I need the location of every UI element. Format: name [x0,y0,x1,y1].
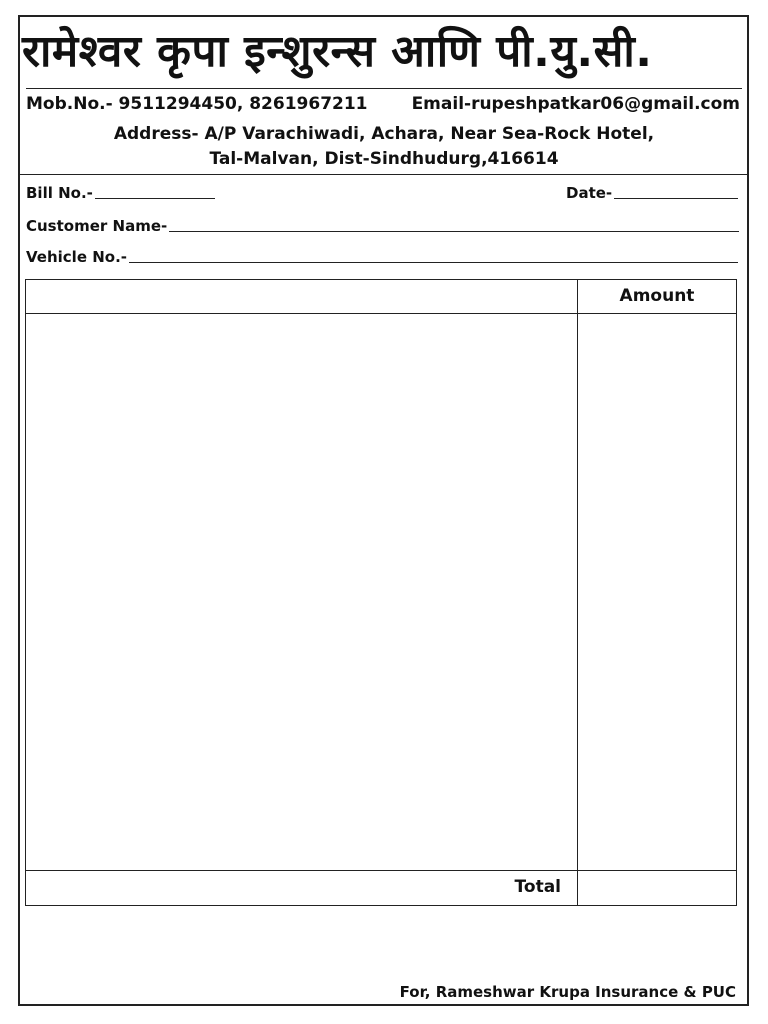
email-address: Email-rupeshpatkar06@gmail.com [411,94,740,114]
bill-no-input-line[interactable] [95,198,215,199]
bill-no-label: Bill No.- [26,184,93,202]
signature-line: For, Rameshwar Krupa Insurance & PUC [399,983,736,1001]
vehicle-no-label: Vehicle No.- [26,248,127,266]
bill-no-field [26,184,215,202]
customer-name-label: Customer Name- [26,217,168,235]
bill-table [25,279,737,906]
address-line-1: Address- A/P Varachiwadi, Achara, Near Sea-Rock Hotel, [113,124,655,144]
amount-column-header: Amount [619,286,695,306]
business-title: रामेश्वर कृपा इन्शुरन्स आणि पी.यु.सी. [22,26,653,77]
column-divider [577,280,578,905]
mobile-numbers: Mob.No.- 9511294450, 8261967211 [26,94,368,114]
header-row-divider [26,313,736,314]
customer-name-input-line[interactable] [169,231,739,232]
date-field [566,184,738,202]
amount-cell[interactable] [579,315,736,869]
address-block [20,122,748,172]
vehicle-no-field [26,248,738,266]
customer-name-field [26,217,739,235]
particulars-cell[interactable] [26,315,576,869]
address-line-2: Tal-Malvan, Dist-Sindhudurg,416614 [209,149,559,169]
contact-line [26,94,740,114]
total-amount-cell[interactable] [579,871,736,904]
title-divider [26,88,742,89]
date-input-line[interactable] [614,198,738,199]
date-label: Date- [566,184,613,202]
header-divider [18,174,749,175]
vehicle-no-input-line[interactable] [129,262,738,263]
total-label: Total [514,877,561,897]
